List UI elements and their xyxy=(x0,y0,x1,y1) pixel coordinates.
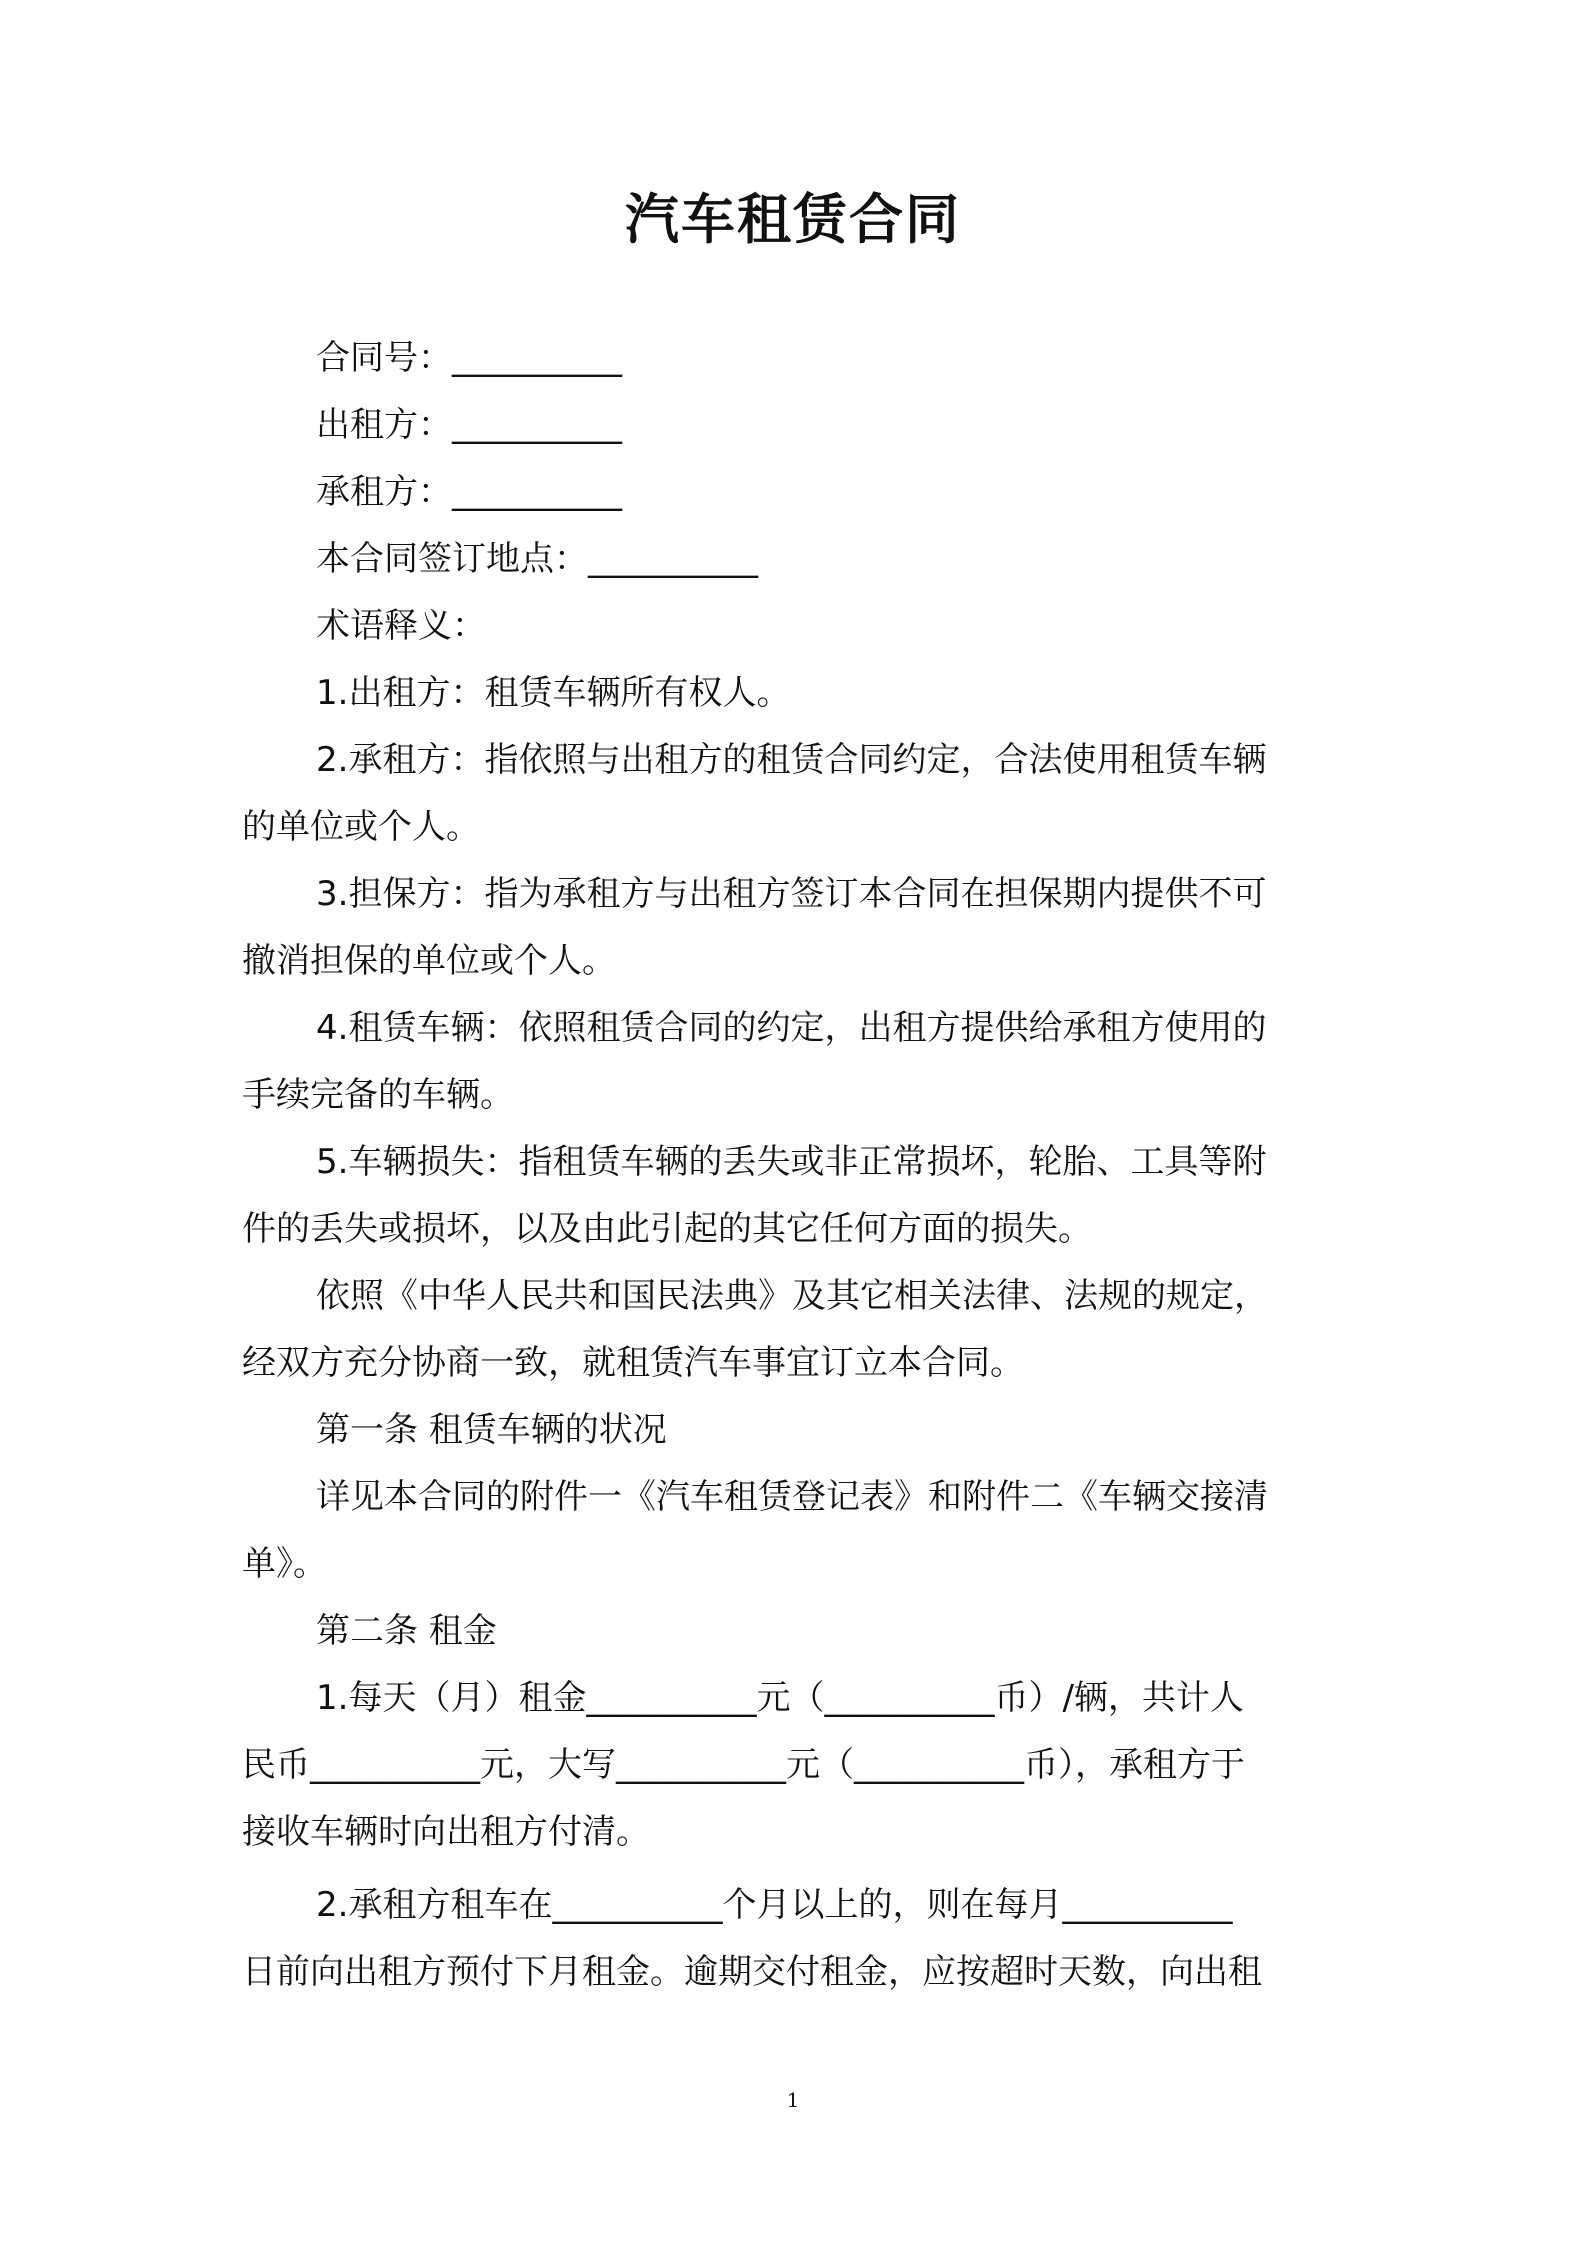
article-2-item-1-line-1: 1.每天（月）租金__________元（__________币）/辆，共计人 xyxy=(316,1678,1244,1718)
lessor-line: 出租方：__________ xyxy=(316,405,622,445)
article-1-text-line-1: 详见本合同的附件一《汽车租赁登记表》和附件二《车辆交接清 xyxy=(316,1477,1268,1517)
article-2-item-2-line-2: 日前向出租方预付下月租金。逾期交付租金，应按超时天数，向出租 xyxy=(242,1952,1262,1992)
terms-heading: 术语释义： xyxy=(316,606,486,646)
article-2-item-2-line-1: 2.承租方租车在__________个月以上的，则在每月__________ xyxy=(316,1885,1233,1925)
term-5-line-1: 5.车辆损失：指租赁车辆的丢失或非正常损坏，轮胎、工具等附 xyxy=(316,1142,1267,1182)
page-number: 1 xyxy=(786,2088,800,2112)
article-2-item-1-line-3: 接收车辆时向出租方付清。 xyxy=(242,1812,650,1852)
term-3-line-2: 撤消担保的单位或个人。 xyxy=(242,941,616,981)
term-2-line-2: 的单位或个人。 xyxy=(242,807,480,847)
article-1-text-line-2: 单》。 xyxy=(242,1544,327,1584)
article-2-heading: 第二条 租金 xyxy=(316,1611,497,1651)
term-3-line-1: 3.担保方：指为承租方与出租方签订本合同在担保期内提供不可 xyxy=(316,874,1267,914)
contract-number-line: 合同号：__________ xyxy=(316,338,622,378)
lessee-line: 承租方：__________ xyxy=(316,472,622,512)
term-4-line-2: 手续完备的车辆。 xyxy=(242,1075,514,1115)
signing-place-line: 本合同签订地点：__________ xyxy=(316,539,758,579)
term-5-line-2: 件的丢失或损坏，以及由此引起的其它任何方面的损失。 xyxy=(242,1209,1092,1249)
term-1-line: 1.出租方：租赁车辆所有权人。 xyxy=(316,673,791,713)
preamble-line-2: 经双方充分协商一致，就租赁汽车事宜订立本合同。 xyxy=(242,1343,1024,1383)
article-1-heading: 第一条 租赁车辆的状况 xyxy=(316,1410,667,1450)
preamble-line-1: 依照《中华人民共和国民法典》及其它相关法律、法规的规定， xyxy=(316,1276,1268,1316)
document-title: 汽车租赁合同 xyxy=(625,188,961,251)
article-2-item-1-line-2: 民币__________元，大写__________元（__________币），承租方于 xyxy=(242,1745,1245,1785)
term-2-line-1: 2.承租方：指依照与出租方的租赁合同约定，合法使用租赁车辆 xyxy=(316,740,1267,780)
term-4-line-1: 4.租赁车辆：依照租赁合同的约定，出租方提供给承租方使用的 xyxy=(316,1008,1267,1048)
